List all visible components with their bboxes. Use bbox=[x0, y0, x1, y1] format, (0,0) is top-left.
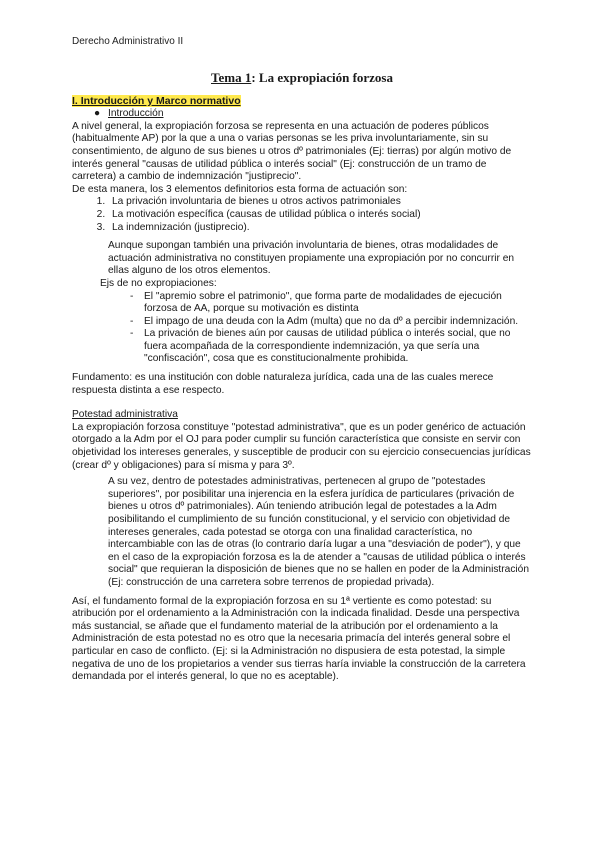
title-prefix: Tema 1 bbox=[211, 70, 252, 85]
intro-paragraph: A nivel general, la expropiación forzosa se representa en una actuación de poderes públicos (habitualmente AP) por la que a una o varias personas se les priva involuntariamente, sin su consentimiento, de alguno de sus bienes u otros dº patrimoniales (Ej: tierras) por algún motivo de interés general "causas de utilidad pública o interés social" (Ej: construcción de un tramo de carretera) a cambio de indemnización "justiprecio". bbox=[72, 120, 512, 183]
elements-list bbox=[72, 196, 532, 234]
section-introduccion bbox=[72, 95, 532, 398]
fundamento-paragraph: Fundamento: es una institución con doble naturaleza jurídica, cada una de las cuales merece respuesta distinta a ese respecto. bbox=[72, 372, 494, 396]
section-potestad bbox=[72, 409, 532, 683]
examples-list bbox=[72, 291, 532, 367]
page-title bbox=[72, 72, 532, 85]
bullet-dot-icon: ● bbox=[94, 108, 101, 120]
potestad-paragraph-1: La expropiación forzosa constituye "potestad administrativa", que es un poder genérico de actuación otorgado a la Adm por el OJ para poder cumplir su función característica que consiste en servir con objetividad los intereses generales, y susceptible de producir con su ejercicio consecuencias jurídicas (crear dº y obligaciones) para sí misma y para 3º. bbox=[72, 421, 531, 471]
bullet-label: Introducción bbox=[108, 108, 164, 120]
section-heading-potestad: Potestad administrativa bbox=[72, 409, 178, 421]
list-item: - El impago de una deuda con la Adm (multa) que no da dº a percibir indemnización. bbox=[130, 316, 532, 329]
list-item: - La privación de bienes aún por causas de utilidad pública o interés social, que no fuera acompañada de la correspondiente indemnización, ya que sería una "confiscación", cosa que es constitucionalmente prohibida. bbox=[130, 328, 532, 366]
document-body bbox=[72, 72, 532, 684]
list-item: 1. La privación involuntaria de bienes u otros activos patrimoniales bbox=[108, 196, 532, 209]
bullet-introduccion bbox=[94, 108, 532, 121]
examples-label: Ejs de no expropiaciones: bbox=[100, 277, 217, 289]
list-item: 2. La motivación específica (causas de utilidad pública o interés social) bbox=[108, 209, 532, 222]
potestad-paragraph-3: Así, el fundamento formal de la expropiación forzosa en su 1ª vertiente es como potestad: su atribución por el ordenamiento a la Administración con la indicada finalidad. Desde una perspectiva más sustancial, se añade que el fundamento material de la atribución por el ordenamiento a la Administración de esta potestad no es otro que la necesaria primacía del interés general sobre el particular en caso de conflicto. (Ej: si la Administración no dispusiera de esta potestad, la simple negativa de uno de los propietarios a vender sus tierras haría inviable la construcción de la carretera demandada por el interés general, lo que no es aceptable). bbox=[72, 595, 526, 683]
title-rest: : La expropiación forzosa bbox=[251, 70, 393, 85]
list-item: 3. La indemnización (justiprecio). bbox=[108, 222, 532, 235]
section-heading-introduccion: I. Introducción y Marco normativo bbox=[72, 94, 241, 107]
running-header: Derecho Administrativo II bbox=[72, 36, 184, 47]
aunque-paragraph: Aunque supongan también una privación involuntaria de bienes, otras modalidades de actuación administrativa no constituyen propiamente una expropiación por no concurrir en ellas alguno de los otros elementos. bbox=[108, 240, 515, 277]
potestad-paragraph-2: A su vez, dentro de potestades administrativas, pertenecen al grupo de "potestades superiores", por posibilitar una injerencia en la esfera jurídica de particulares (privación de bienes u otros dº patrimoniales). Aún teniendo atribución legal de potestades a la Adm posibilitando el cumplimiento de su función constitucional, y el servicio con objetividad de intereses generales, cada potestad se otorga con una finalidad característica, no intercambiable con las de otras (lo contrario daría lugar a una "desviación de poder"), y que en el caso de la expropiación forzosa es la de atender a "causas de utilidad pública o interés social" que requieran la disposición de bienes que no se hallen en poder de la Administración (Ej: construcción de una carretera sobre terrenos de propiedad privada). bbox=[108, 476, 530, 588]
list-item: - El "apremio sobre el patrimonio", que forma parte de modalidades de ejecución forzosa de AA, porque su motivación es distinta bbox=[130, 291, 532, 316]
elements-lead: De esta manera, los 3 elementos definitorios esta forma de actuación son: bbox=[72, 183, 408, 195]
